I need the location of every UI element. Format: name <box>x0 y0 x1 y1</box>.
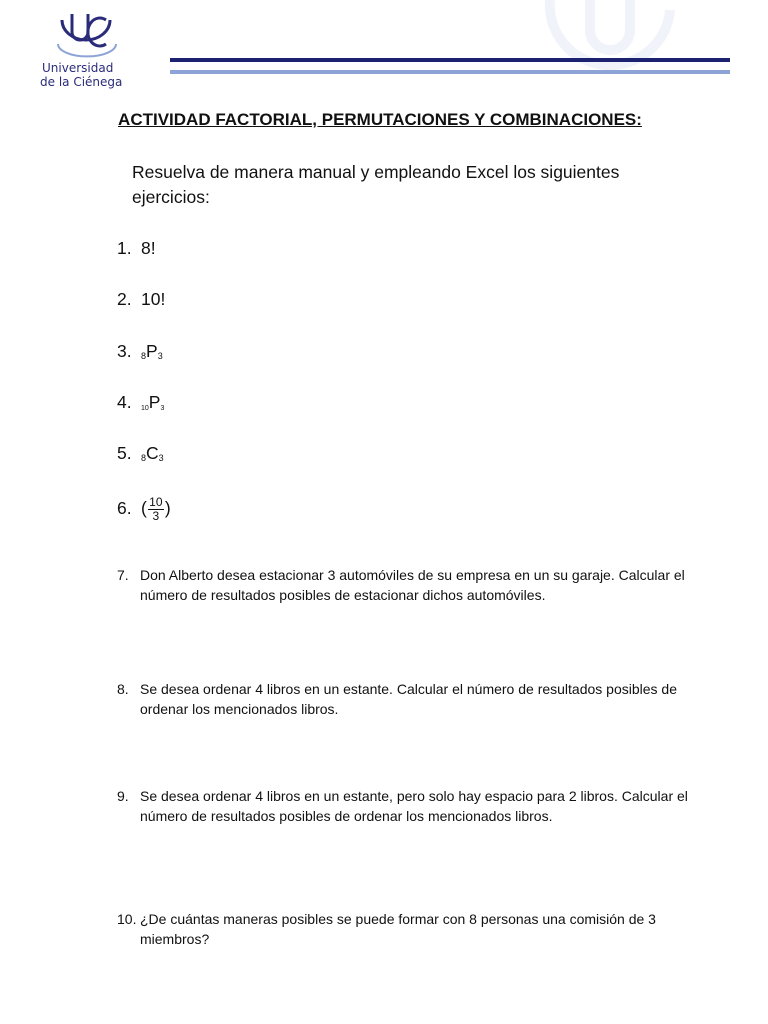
combination-symbol: C <box>146 443 159 463</box>
item-expression: 8! <box>141 238 156 258</box>
exercise-item-7 <box>117 565 697 605</box>
header-rule-light <box>170 70 730 74</box>
permutation-r: 3 <box>157 351 163 361</box>
item-text: ¿De cuántas maneras posibles se puede formar con 8 personas una comisión de 3 miembros? <box>140 911 656 947</box>
exercise-item-4 <box>117 392 164 413</box>
binomial-coefficient <box>148 496 164 523</box>
exercise-item-9 <box>117 786 697 826</box>
exercise-item-1 <box>117 238 156 259</box>
item-expression: 10! <box>141 289 166 309</box>
header-rule-dark <box>170 58 730 62</box>
binomial-close-paren: ) <box>164 498 171 519</box>
item-number: 10. <box>117 911 137 927</box>
permutation-symbol: P <box>148 392 161 412</box>
item-number: 7. <box>117 567 129 583</box>
watermark-logo <box>520 0 720 90</box>
combination-n: 8 <box>141 453 147 463</box>
permutation-n: 10 <box>141 405 149 412</box>
item-text: Se desea ordenar 4 libros en un estante, pero solo hay espacio para 2 libros. Calcular el número de resultados posibles de ordenar los mencionados libros. <box>140 788 688 824</box>
item-number: 4. <box>117 392 132 412</box>
instructions-text: Resuelva de manera manual y empleando Excel los siguientes ejercicios: <box>132 162 620 207</box>
binomial-bottom: 3 <box>152 509 160 523</box>
item-number: 9. <box>117 788 129 804</box>
item-number: 1. <box>117 238 132 258</box>
logo-text-line1: Universidad <box>42 61 114 75</box>
exercise-item-2 <box>117 289 165 310</box>
logo-text-line2: de la Ciénega <box>40 75 123 89</box>
item-number: 2. <box>117 289 132 309</box>
item-number: 6. <box>117 498 132 519</box>
item-number: 5. <box>117 443 132 463</box>
exercise-item-3 <box>117 341 163 362</box>
item-number: 8. <box>117 681 129 697</box>
binomial-top: 10 <box>149 495 163 509</box>
binomial-open-paren: ( <box>141 498 147 519</box>
exercise-item-5 <box>117 443 164 464</box>
university-logo <box>40 10 135 95</box>
combination-r: 3 <box>158 453 164 463</box>
exercise-item-10 <box>117 909 697 949</box>
item-number: 3. <box>117 341 132 361</box>
exercise-item-8 <box>117 679 697 719</box>
page-title: ACTIVIDAD FACTORIAL, PERMUTACIONES Y COMBINACIONES: <box>118 110 642 129</box>
permutation-symbol: P <box>146 341 158 361</box>
exercise-item-6 <box>117 496 171 523</box>
permutation-r: 3 <box>160 405 165 412</box>
item-text: Se desea ordenar 4 libros en un estante. Calcular el número de resultados posibles de ordenar los mencionados libros. <box>140 681 677 717</box>
permutation-n: 8 <box>141 351 147 361</box>
item-text: Don Alberto desea estacionar 3 automóviles de su empresa en un su garaje. Calcular el número de resultados posibles de estacionar dichos automóviles. <box>140 567 685 603</box>
logo-icon <box>40 10 135 60</box>
